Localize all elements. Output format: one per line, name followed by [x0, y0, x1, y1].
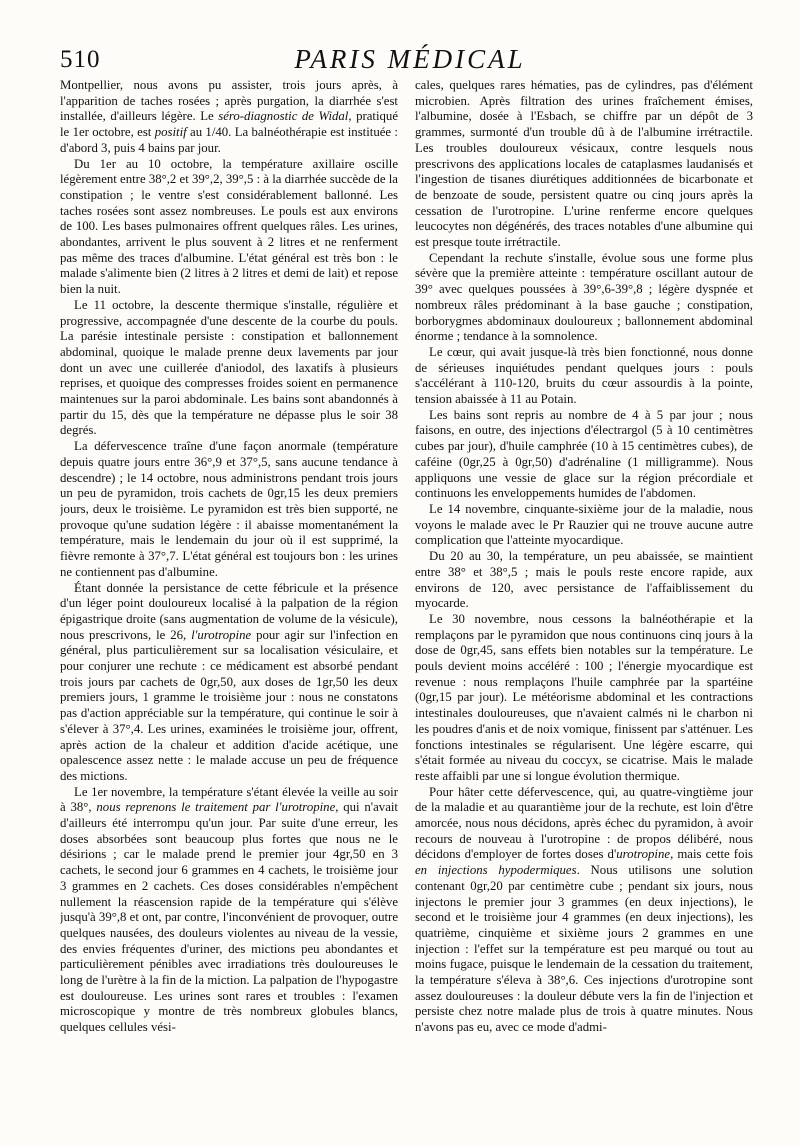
paragraph	[415, 549, 753, 612]
text-run: Les bains sont repris au nombre de 4 à 5 par jour ; nous faisons, en outre, des injections d'électrargol (5 à 10 centimètres cubes par jour), d'huile camphrée (10 à 15 centimètres cubes), de caféine (0gr,25 à 0gr,50) d'adrénaline (1 milligramme). Nous appliquons une vessie de glace sur la région précordiale et continuons les enveloppements humides de l'abdomen.	[415, 407, 753, 501]
text-run: Pour hâter cette défervescence, qui, au quatre-vingtième jour de la maladie et au quarantième jour de la rechute, est loin d'être amorcée, nous nous décidons, après échec du pyramidon, à avoir recours de nouveau à l'urotropine : de propos délibéré, nous décidons d'employer de fortes doses d'	[415, 784, 753, 862]
text-run: pour agir sur l'infection en général, plus particulièrement sur sa localisation vésiculaire, et pour conjurer une rechute : ce médicament est absorbé pendant trois jours par cachets de 0gr,50, aux doses de 1gr,50 les deux premiers jours, 1 gramme le troisième jour : nous ne constatons pas d'action appréciable sur la température, qui continue le soir à s'élever à 37°,4. Les urines, examinées le troisième jour, offrent, après action de la chaleur et addition d'acide acétique, une opalescence assez nette : le malade accuse un peu de fréquence des mictions.	[60, 627, 398, 783]
italic-text: séro-diagnostic de Widal	[218, 109, 349, 124]
text-run: Du 20 au 30, la température, un peu abaissée, se maintient entre 38° et 38°,5 ; mais le pouls reste encore rapide, aux environs de 120, avec persistance de l'affaiblissement du myocarde.	[415, 549, 753, 611]
paragraph	[415, 345, 753, 408]
text-run: Le 1er novembre, la température s'étant élevée la veille au soir à 38°,	[60, 784, 398, 815]
paragraph	[60, 298, 398, 439]
text-run: au 1/40. La balnéothérapie est instituée : d'abord 3, puis 4 bains par jour.	[60, 125, 398, 155]
paragraph	[415, 785, 753, 1036]
text-run: Le 11 octobre, la descente thermique s'installe, régulière et progressive, accompagnée d'une descente de la courbe du pouls. La parésie intestinale persiste : constipation et ballonnement abdominal, quoique le malade prenne deux lavements par jour dont un avec une cuillerée d'aniodol, des laxatifs à plusieurs reprises, et quoique des compresses froides soient en permanence maintenues sur la paroi abdominale. Les bains sont abandonnés à partir du 15, dès que la température ne dépasse plus le soir 38 degrés.	[60, 297, 398, 438]
text-run: cales, quelques rares hématies, pas de cylindres, pas d'élément microbien. Après filtration des urines fraîchement émises, l'albumine, dosée à l'Esbach, se chiffre par un dépôt de 3 grammes, surmonté d'un trouble dû à de l'albumine irrétractile. Les troubles douloureux vésicaux, contre lesquels nous prescrivons des applications locales de cataplasmes laudanisés et l'ingestion de tisanes diurétiques additionnées de bicarbonate et de benzoate de soude, persistent quatre ou cinq jours après la cessation de l'urotropine. L'urine renferme encore quelques leucocytes non dégénérés, des traces notables d'une albumine qui est presque toute irrétractile.	[415, 78, 753, 250]
text-run: La défervescence traîne d'une façon anormale (température depuis quatre jours entre 36°,9 et 37°,5, sans aucune tendance à descendre) ; le 14 octobre, nous administrons pendant trois jours un peu de pyramidon, trois cachets de 0gr,15 les deux premiers jours, deux le troisième. Le pyramidon est très bien supporté, ne provoque qu'une sudation légère : il abaisse momentanément la température, mais le lendemain du jour où il est supprimé, la fièvre remonte à 37°,7. L'état général est toujours bon : les urines ne contiennent pas d'albumine.	[60, 439, 398, 579]
paragraph	[415, 78, 753, 251]
left-column	[60, 78, 398, 1128]
paragraph	[60, 785, 398, 1036]
paragraph	[60, 581, 398, 785]
italic-text: en injections hypodermiques	[415, 863, 577, 878]
running-title: PARIS MÉDICAL	[294, 44, 526, 74]
italic-text: l'urotropine	[191, 627, 252, 642]
text-run: , qui n'avait d'ailleurs été interrompu qu'un jour. Par suite d'une erreur, les doses absorbées sont beaucoup plus fortes que nous ne le désirions ; car le malade prend le premier jour 4gr,50 en 3 cachets, le second jour 6 grammes en 4 cachets, le troisième jour 3 grammes en 2 cachets. Ces doses considérables n'empêchent nullement la réascension rapide de la température qui s'élève jusqu'à 39°,8 et ont, par contre, l'inconvénient de provoquer, outre quelques nausées, des douleurs violentes au niveau de la vessie, des envies fréquentes d'uriner, des mictions peu abondantes et particulièrement pénibles avec irradiations très douloureuses le long de l'urètre à la fin de la miction. La palpation de l'hypogastre est douloureuse. Les urines sont rares et troubles : l'examen microscopique y montre de très nombreux globules blancs, quelques cellules vési-	[60, 800, 398, 1035]
paragraph	[415, 612, 753, 785]
text-run: Étant donnée la persistance de cette fébricule et la présence d'un léger point douloureux localisé à la palpation de la région épigastrique droite (sans augmentation de volume de la vésicule), nous prescrivons, le 26,	[60, 580, 398, 642]
paragraph	[415, 408, 753, 502]
paragraph	[60, 439, 398, 580]
paragraph	[415, 251, 753, 345]
italic-text: positif	[154, 125, 187, 140]
text-run: Du 1er au 10 octobre, la température axillaire oscille légèrement entre 38°,2 et 39°,2, 39°,5 : à la diarrhée succède de la constipation ; le ventre s'est considérablement ballonné. Les taches rosées sont assez nombreuses. Le pouls est aux environs de 100. Les bases pulmonaires offrent quelques râles. Les urines, abondantes, arrivent le plus souvent à 2 litres et ne renferment pas même des traces d'albumine. L'état général est très bon : le malade s'alimente bien (2 litres à 2 litres et demi de lait) et repose bien la nuit.	[60, 156, 398, 297]
paragraph	[60, 78, 398, 157]
text-run: . Nous utilisons une solution contenant 0gr,20 par centimètre cube ; pendant six jours, nous injectons le premier jour 3 grammes (en deux injections), le second et le troisième jour 4 grammes (en deux injections), les quatrième, cinquième et sixième jours 2 grammes en une injection : l'effet sur la température est peu marqué ou tout au moins fugace, puisque le lendemain de la cessation du traitement, la température s'éleva à 38°,6. Ces injections d'urotropine sont assez douloureuses : la douleur débute vers la fin de l'injection et persiste chez notre malade plus de trois à quatre minutes. Nous n'avons pas eu, avec ce mode d'admi-	[415, 863, 753, 1035]
right-column	[415, 78, 753, 1128]
text-run: Le 30 novembre, nous cessons la balnéothérapie et la remplaçons par le pyramidon que nous continuons cinq jours à la dose de 0gr,45, sans effets bien notables sur la température. Le pouls devient moins accéléré : 100 ; l'énergie myocardique est revenue : nous remplaçons l'huile camphrée par la spartéine (0gr,15 par jour). Le météorisme abdominal et les contractions intestinales douloureuses, que n'avaient calmés ni le charbon ni les poudres d'anis et de noix vomique, finissent par s'atténuer. Les fonctions intestinales se régularisent. Une légère escarre, qui s'était formée au niveau du coccyx, se cicatrise. Mais le malade reste affaibli par une si longue évolution thermique.	[415, 611, 753, 783]
italic-text: urotropine	[616, 847, 671, 862]
italic-text: nous reprenons le traitement par l'urotropine	[96, 800, 336, 815]
paragraph	[415, 502, 753, 549]
page-number: 510	[60, 46, 101, 73]
text-run: Le 14 novembre, cinquante-sixième jour de la maladie, nous voyons le malade avec le Pr Rauzier qui ne trouve aucune autre complication que l'atteinte myocardique.	[415, 501, 753, 548]
text-run: Cependant la rechute s'installe, évolue sous une forme plus sévère que la première atteinte : température oscillant autour de 39° avec quelques poussées à 39°,6-39°,8 ; légère dyspnée et nombreux râles prédominant à la base gauche ; constipation, borborygmes abdominaux douloureux ; ballonnement abdominal énorme ; tendance à la somnolence.	[415, 250, 753, 344]
text-run: , mais cette fois	[670, 847, 753, 862]
text-run: Montpellier, nous avons pu assister, trois jours après, à l'apparition de taches rosées ; après purgation, la diarrhée s'est installée, d'ailleurs légère. Le	[60, 78, 398, 124]
text-run: Le cœur, qui avait jusque-là très bien fonctionné, nous donne de sérieuses inquiétudes pendant quelques jours : pouls s'accélérant à 110-120, bruits du cœur assourdis à la pointe, tension abaissée à 11 au Potain.	[415, 344, 753, 407]
text-run: , pratiqué le 1er octobre, est	[60, 109, 398, 140]
page-header	[60, 44, 760, 76]
paragraph	[60, 157, 398, 298]
